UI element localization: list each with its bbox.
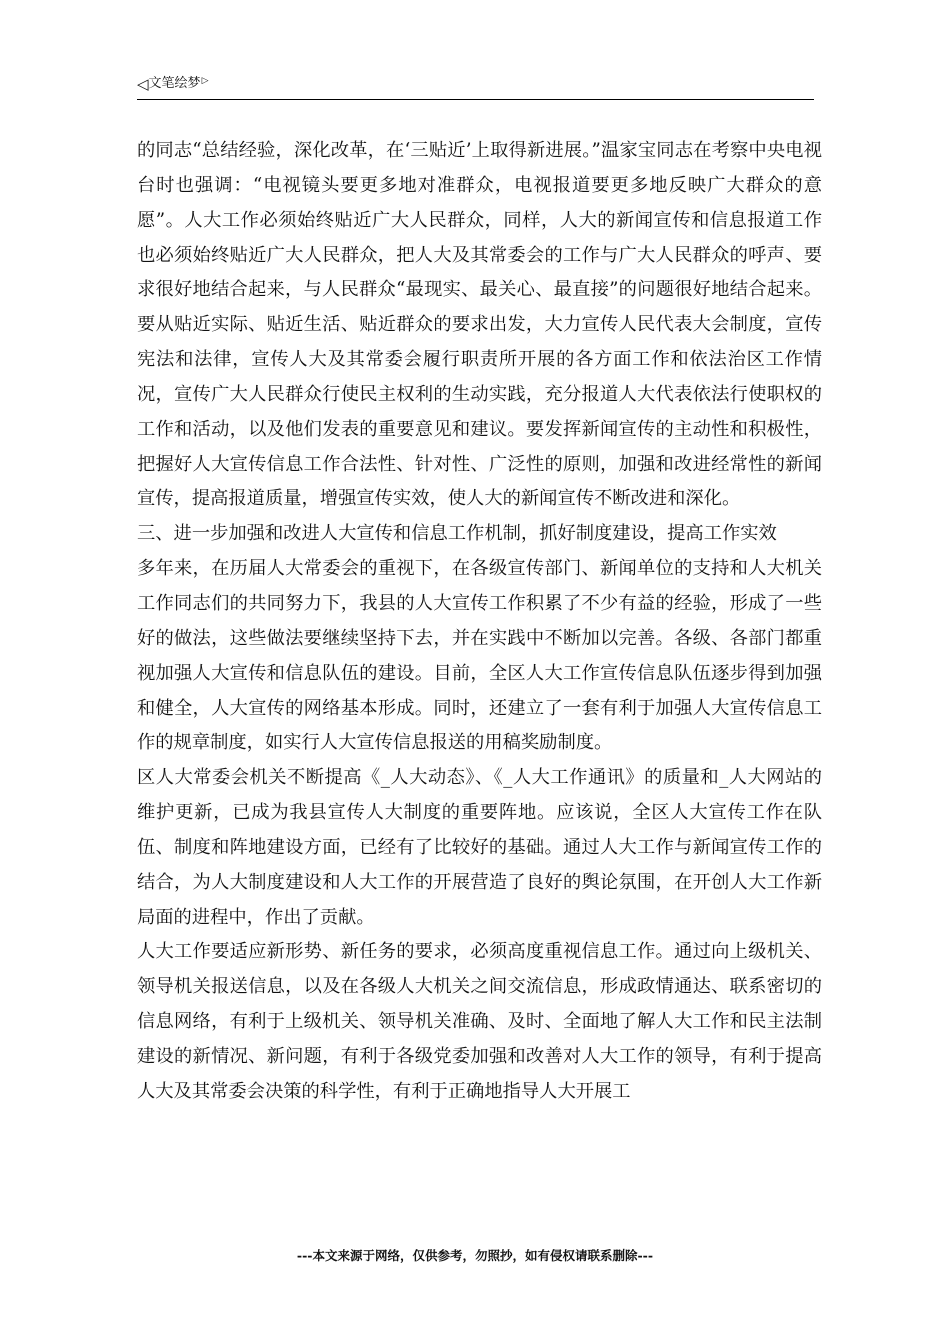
document-body [137,134,822,1110]
paragraph-2: 多年来，在历届人大常委会的重视下，在各级宣传部门、新闻单位的支持和人大机关工作同志们的共同努力下，我县的人大宣传工作积累了不少有益的经验，形成了一些好的做法，这些做法要继续坚持下去，并在实践中不断加以完善。各级、各部门都重视加强人大宣传和信息队伍的建设。目前，全区人大工作宣传信息队伍逐步得到加强和健全，人大宣传的网络基本形成。同时，还建立了一套有利于加强人大宣传信息工作的规章制度，如实行人大宣传信息报送的用稿奖励制度。 [137,558,822,754]
section-heading-3: 三、进一步加强和改进人大宣传和信息工作机制，抓好制度建设，提高工作实效 [137,523,777,545]
footer-notice: ---本文来源于网络，仅供参考，勿照抄，如有侵权请联系删除--- [296,1248,654,1263]
triangle-left-icon: ◁ [137,75,149,93]
paragraph-4: 人大工作要适应新形势、新任务的要求，必须高度重视信息工作。通过向上级机关、领导机关报送信息，以及在各级人大机关之间交流信息，形成政情通达、联系密切的信息网络，有利于上级机关、领导机关准确、及时、全面地了解人大工作和民主法制建设的新情况、新问题，有利于各级党委加强和改善对人大工作的领导，有利于提高人大及其常委会决策的科学性，有利于正确地指导人大开展工 [137,941,822,1102]
header-brand [137,75,208,93]
brand-text: 文笔绘梦 [148,76,201,91]
paragraph-1: 的同志“总结经验，深化改革，在‘三贴近’上取得新进展。”温家宝同志在考察中央电视台时也强调：“电视镜头要更多地对准群众，电视报道要更多地反映广大群众的意愿”。人大工作必须始终贴近广大人民群众，同样，人大的新闻宣传和信息报道工作也必须始终贴近广大人民群众，把人大及其常委会的工作与广大人民群众的呼声、要求很好地结合起来，与人民群众“最现实、最关心、最直接”的问题很好地结合起来。要从贴近实际、贴近生活、贴近群众的要求出发，大力宣传人民代表大会制度，宣传宪法和法律，宣传人大及其常委会履行职责所开展的各方面工作和依法治区工作情况，宣传广大人民群众行使民主权利的生动实践，充分报道人大代表依法行使职权的工作和活动，以及他们发表的重要意见和建议。要发挥新闻宣传的主动性和积极性，把握好人大宣传信息工作合法性、针对性、广泛性的原则，加强和改进经常性的新闻宣传，提高报道质量，增强宣传实效，使人大的新闻宣传不断改进和深化。 [137,140,822,510]
triangle-right-icon: ▷ [201,76,209,86]
page-header [137,75,814,100]
paragraph-3: 区人大常委会机关不断提高《_人大动态》、《_人大工作通讯》的质量和_人大网站的维护更新，已成为我县宣传人大制度的重要阵地。应该说，全区人大宣传工作在队伍、制度和阵地建设方面，已经有了比较好的基础。通过人大工作与新闻宣传工作的结合，为人大制度建设和人大工作的开展营造了良好的舆论氛围，在开创人大工作新局面的进程中，作出了贡献。 [137,767,822,928]
